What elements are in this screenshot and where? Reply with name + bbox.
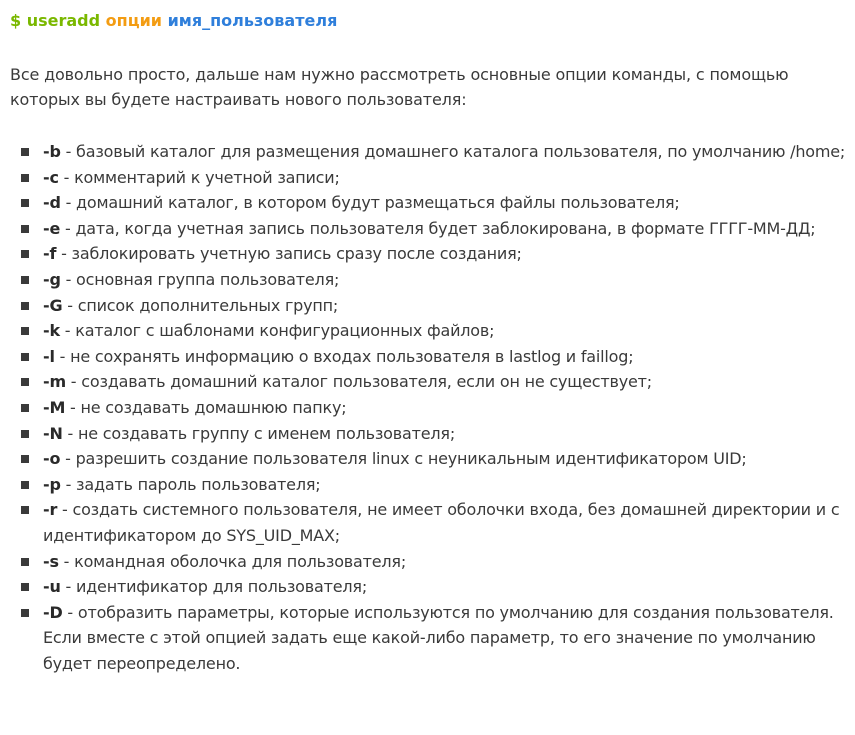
option-item bbox=[10, 369, 853, 395]
option-item bbox=[10, 395, 853, 421]
option-description: - идентификатор для пользователя; bbox=[60, 577, 368, 597]
option-flag: -g bbox=[43, 269, 61, 289]
square-bullet-icon bbox=[21, 481, 29, 489]
option-item bbox=[10, 318, 853, 344]
option-description: - дата, когда учетная запись пользователя будет заблокирована, в формате ГГГГ-ММ-ДД; bbox=[60, 218, 816, 238]
option-item bbox=[10, 293, 853, 319]
option-flag: -s bbox=[43, 551, 59, 571]
square-bullet-icon bbox=[21, 174, 29, 182]
option-description: - список дополнительных групп; bbox=[62, 295, 339, 315]
command-username-placeholder: имя_пользователя bbox=[167, 11, 338, 30]
option-item bbox=[10, 472, 853, 498]
square-bullet-icon bbox=[21, 455, 29, 463]
option-description: - не сохранять информацию о входах пользователя в lastlog и faillog; bbox=[54, 346, 634, 366]
option-description: - создавать домашний каталог пользователя, если он не существует; bbox=[65, 372, 652, 392]
square-bullet-icon bbox=[21, 148, 29, 156]
option-description: - создать системного пользователя, не имеет оболочки входа, без домашней директории и с идентификатором до SYS_UID_MAX; bbox=[43, 500, 840, 545]
square-bullet-icon bbox=[21, 302, 29, 310]
option-item bbox=[10, 216, 853, 242]
command-prompt: $ bbox=[10, 11, 22, 30]
option-flag: -N bbox=[43, 423, 63, 443]
option-description: - домашний каталог, в котором будут размещаться файлы пользователя; bbox=[60, 193, 680, 213]
option-flag: -M bbox=[43, 397, 66, 417]
option-flag: -c bbox=[43, 167, 59, 187]
option-item bbox=[10, 549, 853, 575]
option-item bbox=[10, 574, 853, 600]
square-bullet-icon bbox=[21, 558, 29, 566]
option-item bbox=[10, 190, 853, 216]
options-list bbox=[10, 139, 853, 676]
square-bullet-icon bbox=[21, 327, 29, 335]
option-description: - основная группа пользователя; bbox=[60, 269, 340, 289]
option-description: - разрешить создание пользователя linux с неуникальным идентификатором UID; bbox=[60, 449, 747, 469]
square-bullet-icon bbox=[21, 506, 29, 514]
square-bullet-icon bbox=[21, 276, 29, 284]
option-flag: -b bbox=[43, 142, 61, 161]
option-flag: -m bbox=[43, 372, 66, 392]
square-bullet-icon bbox=[21, 609, 29, 617]
command-name: useradd bbox=[26, 11, 101, 30]
option-item bbox=[10, 421, 853, 447]
option-flag: -G bbox=[43, 295, 63, 315]
option-item bbox=[10, 267, 853, 293]
square-bullet-icon bbox=[21, 378, 29, 386]
square-bullet-icon bbox=[21, 430, 29, 438]
option-description: - не создавать домашнюю папку; bbox=[65, 397, 347, 417]
option-flag: -k bbox=[43, 321, 60, 341]
option-description: - командная оболочка для пользователя; bbox=[58, 551, 407, 571]
option-description: - базовый каталог для размещения домашнего каталога пользователя, по умолчанию /home; bbox=[60, 142, 846, 161]
option-flag: -e bbox=[43, 218, 61, 238]
square-bullet-icon bbox=[21, 353, 29, 361]
square-bullet-icon bbox=[21, 250, 29, 258]
option-flag: -D bbox=[43, 602, 63, 622]
option-description: - отобразить параметры, которые используются по умолчанию для создания пользователя. Если вместе с этой опцией задать еще какой-либо параметр, то его значение по умолчанию будет переопределено. bbox=[43, 602, 834, 673]
option-description: - каталог с шаблонами конфигурационных файлов; bbox=[59, 321, 495, 341]
option-item bbox=[10, 344, 853, 370]
option-item bbox=[10, 165, 853, 191]
option-description: - не создавать группу с именем пользователя; bbox=[62, 423, 456, 443]
option-description: - задать пароль пользователя; bbox=[60, 474, 321, 494]
option-flag: -f bbox=[43, 244, 57, 264]
option-item bbox=[10, 446, 853, 472]
option-description: - заблокировать учетную запись сразу после создания; bbox=[56, 244, 522, 264]
option-item bbox=[10, 139, 853, 165]
intro-paragraph: Все довольно просто, дальше нам нужно рассмотреть основные опции команды, с помощью которых вы будете настраивать нового пользователя: bbox=[10, 65, 789, 109]
option-item bbox=[10, 497, 853, 548]
option-flag: -p bbox=[43, 474, 61, 494]
square-bullet-icon bbox=[21, 404, 29, 412]
option-description: - комментарий к учетной записи; bbox=[58, 167, 340, 187]
option-flag: -u bbox=[43, 577, 61, 597]
square-bullet-icon bbox=[21, 583, 29, 591]
option-flag: -r bbox=[43, 500, 58, 520]
option-flag: -o bbox=[43, 449, 61, 469]
option-item bbox=[10, 600, 853, 677]
option-flag: -l bbox=[43, 346, 55, 366]
square-bullet-icon bbox=[21, 225, 29, 233]
option-item bbox=[10, 241, 853, 267]
square-bullet-icon bbox=[21, 199, 29, 207]
command-options-placeholder: опции bbox=[105, 11, 162, 30]
option-flag: -d bbox=[43, 193, 61, 213]
command-syntax bbox=[10, 8, 855, 34]
